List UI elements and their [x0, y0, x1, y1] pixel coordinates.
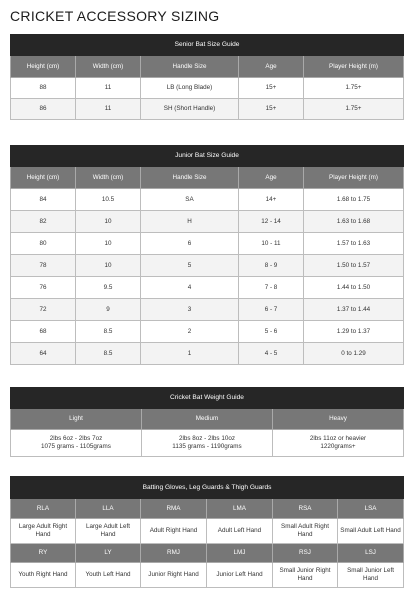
size-name: Large Adult Left Hand	[76, 519, 141, 544]
table-cell: 5	[141, 255, 239, 277]
table-cell: 1.75+	[304, 99, 404, 120]
table-cell: 12 - 14	[239, 211, 304, 233]
table-cell: 72	[11, 299, 76, 321]
table-cell: 78	[11, 255, 76, 277]
column-header: Height (cm)	[11, 167, 76, 189]
page-title: CRICKET ACCESSORY SIZING	[10, 8, 220, 24]
table-row	[11, 430, 404, 457]
table-cell: 8 - 9	[239, 255, 304, 277]
table-row	[11, 321, 404, 343]
table-cell: 6 - 7	[239, 299, 304, 321]
table-cell	[142, 430, 273, 457]
table-cell	[11, 430, 142, 457]
column-header: Medium	[142, 409, 273, 430]
column-header: Handle Size	[141, 167, 239, 189]
column-header: Height (cm)	[11, 56, 76, 78]
weight-grams: 1075 grams - 1105grams	[41, 443, 111, 450]
column-header: Age	[239, 167, 304, 189]
gloves-table-title: Batting Gloves, Leg Guards & Thigh Guards	[11, 477, 404, 499]
table-row	[11, 255, 404, 277]
size-code: LSJ	[338, 544, 404, 563]
size-code: LLA	[76, 499, 141, 519]
table-cell: 14+	[239, 189, 304, 211]
table-cell: 1.63 to 1.68	[304, 211, 404, 233]
table-cell: 86	[11, 99, 76, 120]
size-name: Youth Left Hand	[76, 563, 141, 588]
table-row	[11, 277, 404, 299]
size-code: RMA	[141, 499, 207, 519]
table-row	[11, 299, 404, 321]
size-code: LMA	[207, 499, 273, 519]
column-header: Age	[239, 56, 304, 78]
table-cell: 1.57 to 1.63	[304, 233, 404, 255]
table-cell: 1.37 to 1.44	[304, 299, 404, 321]
table-cell: 10	[76, 255, 141, 277]
column-header: Player Height (m)	[304, 56, 404, 78]
table-cell: 0 to 1.29	[304, 343, 404, 365]
size-code: RSJ	[273, 544, 338, 563]
table-cell: 1.68 to 1.75	[304, 189, 404, 211]
table-row	[11, 233, 404, 255]
table-cell: 4	[141, 277, 239, 299]
table-cell: 4 - 5	[239, 343, 304, 365]
table-cell: SA	[141, 189, 239, 211]
table-row	[11, 78, 404, 99]
table-cell: 9	[76, 299, 141, 321]
table-cell: 68	[11, 321, 76, 343]
table-cell: 8.5	[76, 343, 141, 365]
size-code: RY	[11, 544, 76, 563]
column-header: Width (cm)	[76, 167, 141, 189]
size-name: Small Adult Right Hand	[273, 519, 338, 544]
bat-weight-table	[10, 387, 404, 457]
table-cell: 64	[11, 343, 76, 365]
table-row	[11, 343, 404, 365]
column-header: Handle Size	[141, 56, 239, 78]
table-cell: 9.5	[76, 277, 141, 299]
size-name: Adult Right Hand	[141, 519, 207, 544]
size-name: Junior Right Hand	[141, 563, 207, 588]
table-row	[11, 189, 404, 211]
weight-table-title: Cricket Bat Weight Guide	[11, 388, 404, 409]
table-cell	[273, 430, 404, 457]
table-cell: 1.50 to 1.57	[304, 255, 404, 277]
size-name: Youth Right Hand	[11, 563, 76, 588]
table-cell: 3	[141, 299, 239, 321]
weight-grams: 1220grams+	[320, 443, 356, 450]
table-cell: 1	[141, 343, 239, 365]
size-name: Small Junior Right Hand	[273, 563, 338, 588]
table-row	[11, 99, 404, 120]
size-code: RLA	[11, 499, 76, 519]
table-cell: 88	[11, 78, 76, 99]
table-cell: 10	[76, 233, 141, 255]
table-cell: H	[141, 211, 239, 233]
weight-range: 2lbs 8oz - 2lbs 10oz	[178, 435, 235, 443]
table-cell: 5 - 6	[239, 321, 304, 343]
table-cell: LB (Long Blade)	[141, 78, 239, 99]
table-cell: 11	[76, 78, 141, 99]
gloves-guards-table	[10, 476, 404, 588]
column-header: Width (cm)	[76, 56, 141, 78]
table-cell: 10	[76, 211, 141, 233]
table-row	[11, 563, 404, 588]
table-cell: 10 - 11	[239, 233, 304, 255]
table-cell: 6	[141, 233, 239, 255]
size-name: Junior Left Hand	[207, 563, 273, 588]
table-cell: 8.5	[76, 321, 141, 343]
table-cell: 1.29 to 1.37	[304, 321, 404, 343]
table-cell: 80	[11, 233, 76, 255]
table-cell: 84	[11, 189, 76, 211]
table-cell: 11	[76, 99, 141, 120]
senior-table-title: Senior Bat Size Guide	[11, 35, 404, 56]
column-header: Player Height (m)	[304, 167, 404, 189]
table-row	[11, 211, 404, 233]
table-cell: SH (Short Handle)	[141, 99, 239, 120]
table-cell: 10.5	[76, 189, 141, 211]
size-name: Small Junior Left Hand	[338, 563, 404, 588]
table-cell: 15+	[239, 78, 304, 99]
column-header: Heavy	[273, 409, 404, 430]
size-code: LMJ	[207, 544, 273, 563]
size-code: RSA	[273, 499, 338, 519]
size-name: Large Adult Right Hand	[11, 519, 76, 544]
size-name: Small Adult Left Hand	[338, 519, 404, 544]
weight-grams: 1135 grams - 1190grams	[172, 443, 242, 450]
table-cell: 7 - 8	[239, 277, 304, 299]
size-name: Adult Left Hand	[207, 519, 273, 544]
table-row	[11, 519, 404, 544]
size-code: LSA	[338, 499, 404, 519]
junior-table-title: Junior Bat Size Guide	[11, 146, 404, 167]
table-cell: 1.75+	[304, 78, 404, 99]
column-header: Light	[11, 409, 142, 430]
table-cell: 76	[11, 277, 76, 299]
table-cell: 82	[11, 211, 76, 233]
table-cell: 1.44 to 1.50	[304, 277, 404, 299]
size-code: LY	[76, 544, 141, 563]
junior-bat-size-table	[10, 145, 404, 365]
senior-bat-size-table	[10, 34, 404, 120]
size-code: RMJ	[141, 544, 207, 563]
table-cell: 2	[141, 321, 239, 343]
weight-range: 2lbs 11oz or heavier	[309, 435, 367, 443]
table-cell: 15+	[239, 99, 304, 120]
weight-range: 2lbs 6oz - 2lbs 7oz	[49, 435, 103, 443]
